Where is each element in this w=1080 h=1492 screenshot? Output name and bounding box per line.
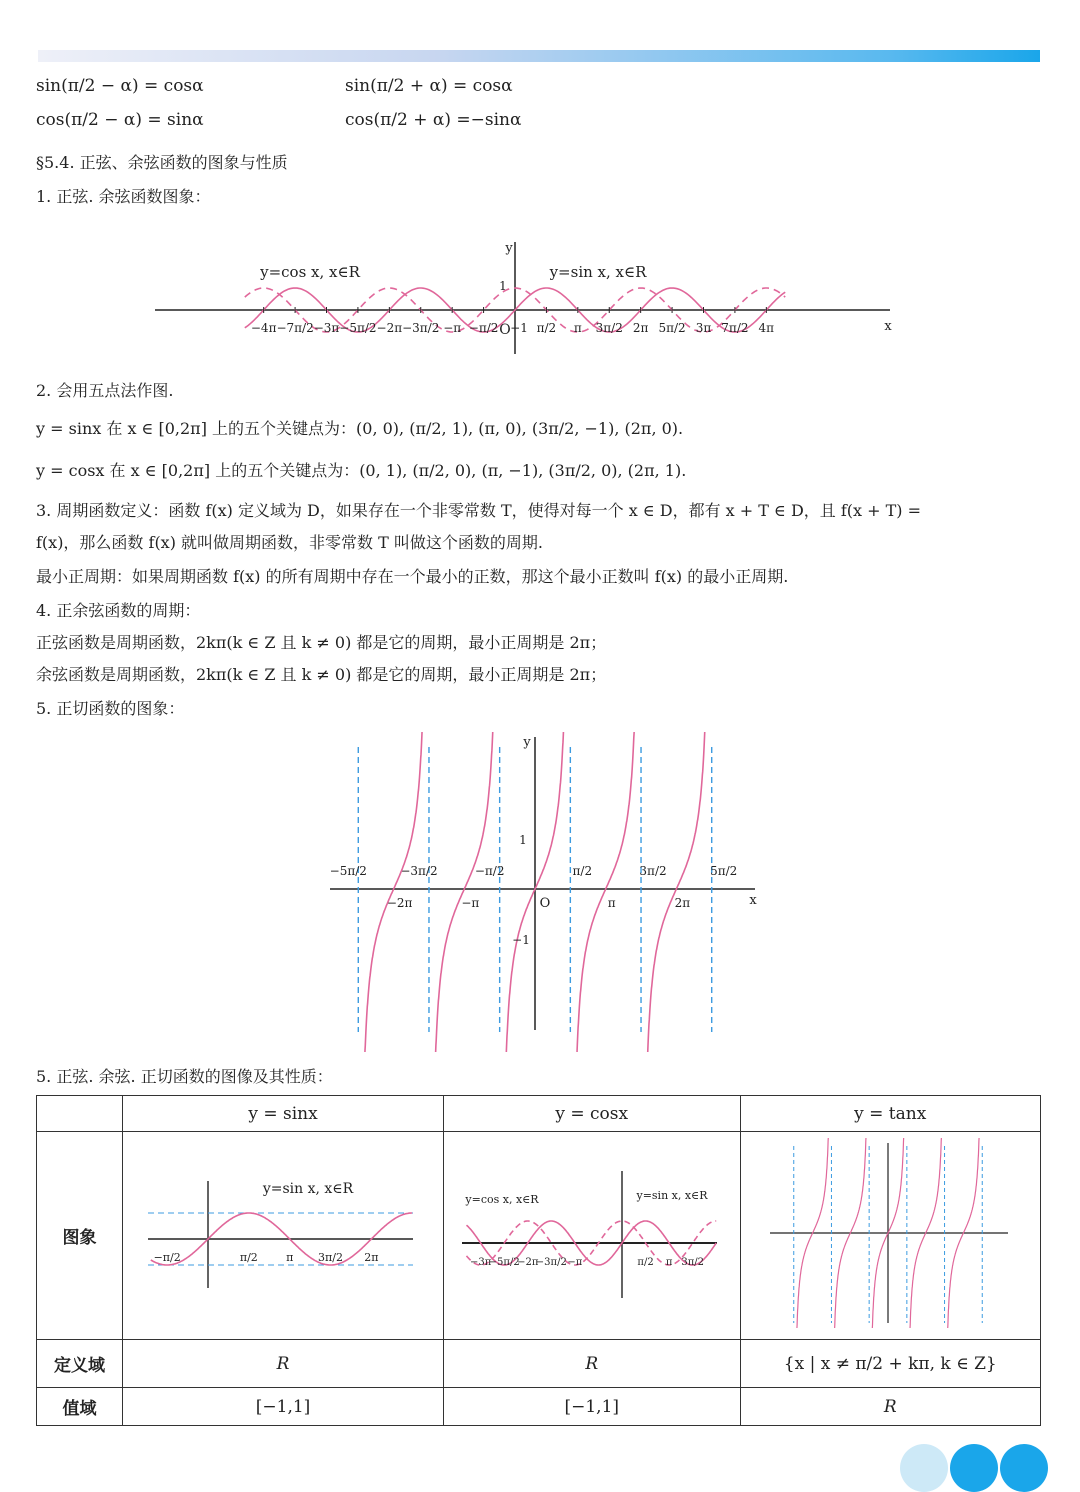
identity-sin-plus: sin(π/2 + α) = cosα xyxy=(345,76,513,96)
x-tick-label: 7π/2 xyxy=(721,321,749,335)
item-2-heading: 2. 会用五点法作图. xyxy=(36,381,174,400)
sin-label: y=sin x, x∈R xyxy=(636,1189,708,1202)
tan-branch xyxy=(362,732,425,1052)
asymptote-label: −5π/2 xyxy=(329,864,367,878)
x-zero-label: π xyxy=(607,896,616,910)
x-axis-label: x xyxy=(884,319,892,334)
x-zero-label: −π xyxy=(461,896,480,910)
x-axis-label: x xyxy=(749,893,757,908)
x-tick-label: 4π xyxy=(758,321,775,335)
table-header-tan: y = tanx xyxy=(740,1096,1041,1132)
periodic-def-line1: 3. 周期函数定义：函数 f(x) 定义域为 D，如果存在一个非零常数 T，使得对每一个 x ∈ D，都有 x + T ∈ D，且 f(x + T) = xyxy=(36,501,922,520)
asymptote-label: π/2 xyxy=(572,864,593,878)
corner-decoration xyxy=(950,1444,998,1492)
item-1-heading: 1. 正弦. 余弦函数图象： xyxy=(36,187,211,206)
x-tick-label: π/2 xyxy=(536,321,557,335)
sin-period-text: 正弦函数是周期函数，2kπ(k ∈ Z 且 k ≠ 0) 都是它的周期，最小正周期是 2π； xyxy=(36,633,607,652)
x-tick-label: −3π/2 xyxy=(535,1257,567,1268)
cell-sin-graph xyxy=(123,1132,444,1340)
tick-one: 1 xyxy=(499,279,507,293)
small-cos-graph xyxy=(462,1163,722,1303)
item-4-heading: 4. 正余弦函数的周期： xyxy=(36,601,201,620)
five-points-sin: y = sinx 在 x ∈ [0,2π] 上的五个关键点为：(0, 0), (π/2, 1), (π, 0), (3π/2, −1), (2π, 0). xyxy=(36,419,684,438)
x-tick-label: 3π xyxy=(695,321,712,335)
row-label-domain: 定义域 xyxy=(37,1340,123,1388)
tan-branch xyxy=(645,732,708,1052)
tan-range: R xyxy=(740,1388,1041,1426)
x-zero-label: −2π xyxy=(386,896,413,910)
origin-label: O xyxy=(539,896,551,911)
tick-one: 1 xyxy=(519,833,527,847)
x-tick-label: π xyxy=(573,321,582,335)
properties-table xyxy=(36,1095,1041,1426)
x-tick-label: −π xyxy=(443,321,462,335)
five-points-cos: y = cosx 在 x ∈ [0,2π] 上的五个关键点为：(0, 1), (π/2, 0), (π, −1), (3π/2, 0), (2π, 1). xyxy=(36,461,687,480)
x-tick-label: −π xyxy=(567,1257,583,1268)
sin-range: [−1,1] xyxy=(123,1388,444,1426)
small-tan-graph xyxy=(770,1138,1010,1328)
x-tick-label: π xyxy=(286,1251,294,1264)
x-tick-label: 2π xyxy=(632,321,649,335)
sin-label: y=sin x, x∈R xyxy=(549,263,647,281)
cos-range: [−1,1] xyxy=(443,1388,740,1426)
header-bar xyxy=(38,50,1040,62)
x-tick-label: 3π/2 xyxy=(681,1257,704,1268)
x-zero-label: 2π xyxy=(674,896,691,910)
y-axis-label: y xyxy=(505,241,513,256)
table-header-sin: y = sinx xyxy=(123,1096,444,1132)
item-5b-heading: 5. 正弦. 余弦. 正切函数的图像及其性质： xyxy=(36,1067,333,1086)
row-label-range: 值域 xyxy=(37,1388,123,1426)
table-header-empty xyxy=(37,1096,123,1132)
table-header-cos: y = cosx xyxy=(443,1096,740,1132)
tan-branch xyxy=(433,732,496,1052)
x-tick-label: 2π xyxy=(364,1251,379,1264)
x-tick-label: 3π/2 xyxy=(595,321,623,335)
tan-domain: {x | x ≠ π/2 + kπ, k ∈ Z} xyxy=(740,1340,1041,1388)
x-tick-label: −2π xyxy=(376,321,403,335)
asymptote-label: −π/2 xyxy=(474,864,505,878)
asymptote-label: 5π/2 xyxy=(710,864,738,878)
cos-label: y=cos x, x∈R xyxy=(465,1193,539,1206)
x-tick-label: −3π xyxy=(313,321,340,335)
cos-label: y=cos x, x∈R xyxy=(260,263,360,281)
identity-sin-minus: sin(π/2 − α) = cosα xyxy=(36,76,204,96)
cell-tan-graph xyxy=(740,1132,1041,1340)
x-tick-label: −7π/2 xyxy=(276,321,314,335)
tick-minus-one: −1 xyxy=(512,933,530,947)
x-tick-label: −3π xyxy=(469,1257,492,1268)
periodic-def-line2: f(x)，那么函数 f(x) 就叫做周期函数，非零常数 T 叫做这个函数的周期. xyxy=(36,533,543,552)
sin-domain: R xyxy=(123,1340,444,1388)
corner-decoration xyxy=(1000,1444,1048,1492)
cos-domain: R xyxy=(443,1340,740,1388)
tan-graph xyxy=(325,732,765,1052)
asymptote-label: 3π/2 xyxy=(639,864,667,878)
sin-cos-graph xyxy=(150,232,900,362)
corner-decoration xyxy=(900,1444,948,1492)
cell-cos-graph xyxy=(443,1132,740,1340)
x-tick-label: π xyxy=(665,1257,673,1268)
x-tick-label: −π/2 xyxy=(153,1251,181,1264)
tick-minus-one: −1 xyxy=(510,321,528,335)
identity-cos-plus: cos(π/2 + α) =−sinα xyxy=(345,110,522,130)
item-5-heading: 5. 正切函数的图象： xyxy=(36,699,185,718)
section-title: §5.4. 正弦、余弦函数的图象与性质 xyxy=(36,153,288,172)
sin-label: y=sin x, x∈R xyxy=(262,1181,354,1197)
identity-cos-minus: cos(π/2 − α) = sinα xyxy=(36,110,204,130)
x-tick-label: −2π xyxy=(516,1257,539,1268)
x-tick-label: −π/2 xyxy=(468,321,499,335)
tan-branch xyxy=(574,732,637,1052)
x-tick-label: −5π/2 xyxy=(488,1257,520,1268)
origin-label: O xyxy=(499,322,511,338)
x-tick-label: −4π xyxy=(250,321,277,335)
x-tick-label: π/2 xyxy=(637,1257,654,1268)
y-axis-label: y xyxy=(523,735,531,750)
cos-period-text: 余弦函数是周期函数，2kπ(k ∈ Z 且 k ≠ 0) 都是它的周期，最小正周期是 2π； xyxy=(36,665,607,684)
x-tick-label: π/2 xyxy=(239,1251,258,1264)
x-tick-label: −5π/2 xyxy=(339,321,377,335)
x-tick-label: 3π/2 xyxy=(318,1251,344,1264)
min-period-def: 最小正周期：如果周期函数 f(x) 的所有周期中存在一个最小的正数，那这个最小正数叫 f(x) 的最小正周期. xyxy=(36,567,789,586)
row-label-graph: 图象 xyxy=(37,1132,123,1340)
small-sin-graph xyxy=(148,1173,418,1293)
x-tick-label: −3π/2 xyxy=(402,321,440,335)
asymptote-label: −3π/2 xyxy=(400,864,438,878)
x-tick-label: 5π/2 xyxy=(658,321,686,335)
